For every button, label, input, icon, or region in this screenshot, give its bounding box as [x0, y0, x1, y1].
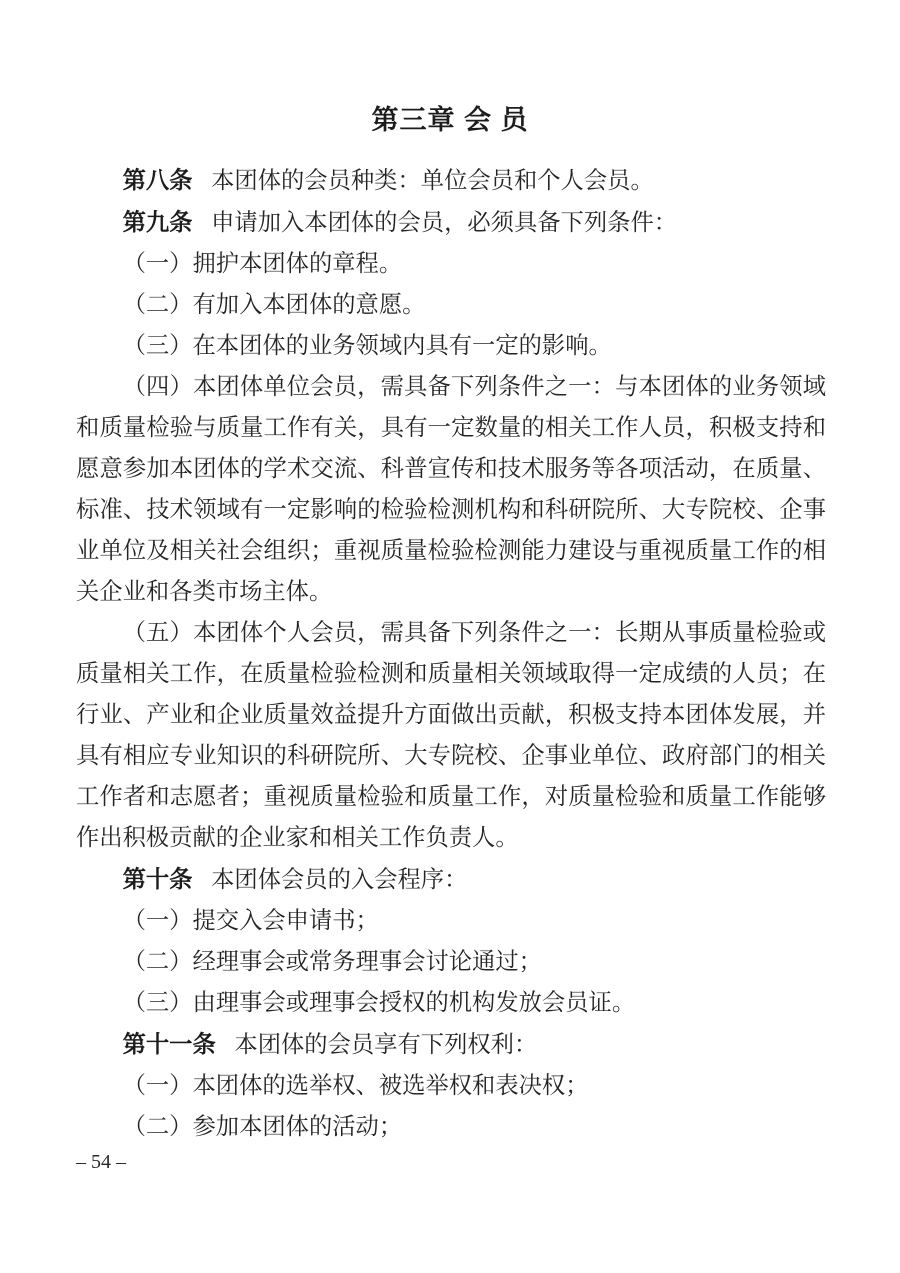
article-9-item-1-text: （一）拥护本团体的章程。 — [122, 251, 403, 277]
article-9-item-4 — [76, 367, 826, 613]
article-9-paragraph — [76, 202, 826, 244]
article-10-item-3-text: （三）由理事会或理事会授权的机构发放会员证。 — [122, 990, 636, 1016]
article-9-text: 申请加入本团体的会员，必须具备下列条件： — [211, 210, 678, 236]
article-10-item-2-text: （二）经理事会或常务理事会讨论通过； — [122, 949, 542, 975]
article-10-item-3 — [76, 983, 826, 1024]
page-footer — [76, 1150, 126, 1174]
article-10-item-1 — [76, 901, 826, 942]
article-9-item-4-text: （四）本团体单位会员，需具备下列条件之一：与本团体的业务领域和质量检验与质量工作有关，具有一定数量的相关工作人员，积极支持和愿意参加本团体的学术交流、科普宣传和技术服务等各项活动，在质量、标准、技术领域有一定影响的检验检测机构和科研院所、大专院校、企事业单位及相关社会组织；重视质量检验检测能力建设与重视质量工作的相关企业和各类市场主体。 — [76, 374, 826, 605]
article-9-item-1 — [76, 244, 826, 285]
article-9-label: 第九条 — [122, 209, 193, 235]
article-11-label: 第十一条 — [122, 1031, 216, 1057]
article-9-item-2-text: （二）有加入本团体的意愿。 — [122, 292, 426, 318]
chapter-title: 第三章 会 员 — [371, 105, 529, 135]
article-10-label: 第十条 — [122, 866, 193, 892]
article-9-item-5 — [76, 613, 826, 859]
article-11-text: 本团体的会员享有下列权利： — [234, 1032, 538, 1058]
article-8-text: 本团体的会员种类：单位会员和个人会员。 — [211, 168, 654, 194]
article-9-item-5-text: （五）本团体个人会员，需具备下列条件之一：长期从事质量检验或质量相关工作，在质量检验检测和质量相关领域取得一定成绩的人员；在行业、产业和企业质量效益提升方面做出贡献，积极支持本团体发展，并具有相应专业知识的科研院所、大专院校、企事业单位、政府部门的相关工作者和志愿者；重视质量检验和质量工作，对质量检验和质量工作能够作出积极贡献的企业家和相关工作负责人。 — [76, 620, 826, 851]
article-11-paragraph — [76, 1024, 826, 1066]
article-10-text: 本团体会员的入会程序： — [211, 867, 468, 893]
article-8-paragraph — [76, 160, 826, 202]
article-8-label: 第八条 — [122, 167, 193, 193]
article-9-item-3 — [76, 326, 826, 367]
article-10-item-1-text: （一）提交入会申请书； — [122, 908, 379, 934]
article-10-paragraph — [76, 859, 826, 901]
article-11-item-2 — [76, 1107, 826, 1148]
article-9-item-3-text: （三）在本团体的业务领域内具有一定的影响。 — [122, 333, 612, 359]
article-11-item-1-text: （一）本团体的选举权、被选举权和表决权； — [122, 1073, 589, 1099]
article-11-item-1 — [76, 1066, 826, 1107]
page-number: – 54 – — [76, 1151, 126, 1173]
article-11-item-2-text: （二）参加本团体的活动； — [122, 1114, 403, 1140]
article-10-item-2 — [76, 942, 826, 983]
document-body — [0, 160, 900, 1148]
article-9-item-2 — [76, 285, 826, 326]
